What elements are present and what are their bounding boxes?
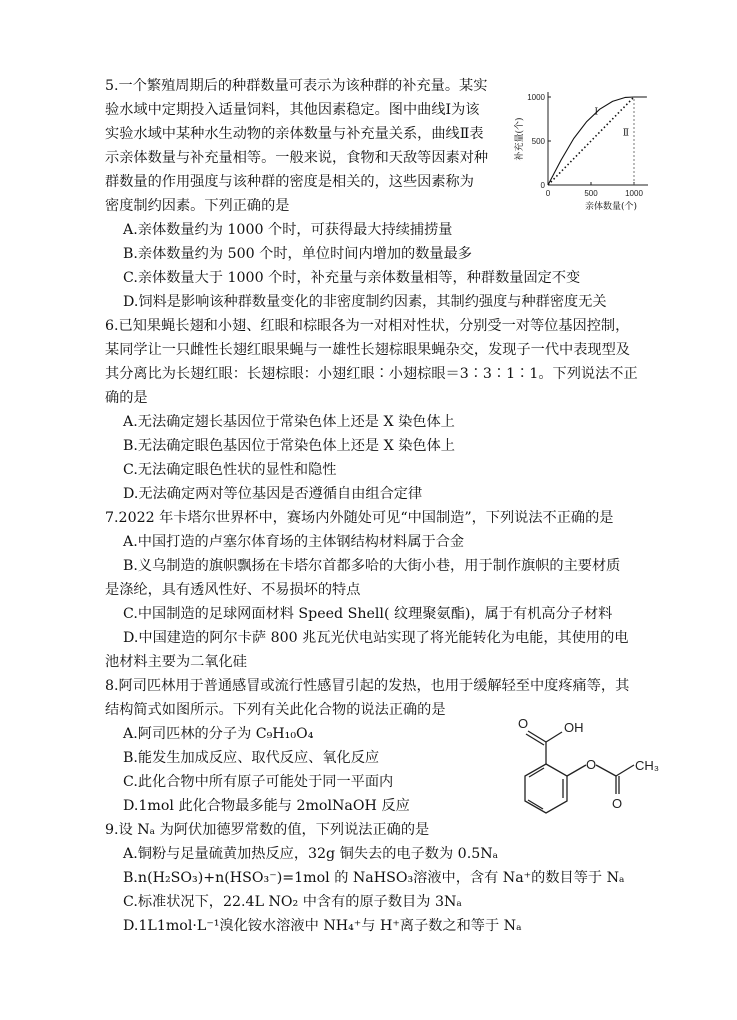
q5-stem-line-2: 验水域中定期投入适量饲料，其他因素稳定。图中曲线Ⅰ为该 <box>105 102 480 118</box>
q5-stem-line-6: 密度制约因素。下列正确的是 <box>105 198 290 214</box>
q5-option-b: B.亲体数量约为 500 个时，单位时间内增加的数量最多 <box>123 246 472 262</box>
q5-option-a: A.亲体数量约为 1000 个时，可获得最大持续捕捞量 <box>123 222 453 238</box>
q6-option-a: A.无法确定翅长基因位于常染色体上还是 X 染色体上 <box>123 414 455 430</box>
q5-stem-line-1: 5.一个繁殖周期后的种群数量可表示为该种群的补充量。某实 <box>105 78 488 94</box>
q6-option-c: C.无法确定眼色性状的显性和隐性 <box>123 462 337 478</box>
carbonyl-o-label-2: O <box>612 796 623 811</box>
q6-option-b: B.无法确定眼色基因位于常染色体上还是 X 染色体上 <box>123 438 455 454</box>
q8-option-b: B.能发生加成反应、取代反应、氧化反应 <box>123 750 380 766</box>
q8-stem-line-1: 8.阿司匹林用于普通感冒或流行性感冒引起的发热，也用于缓解轻至中度疼痛等，其 <box>105 678 630 694</box>
q5-option-d: D.饲料是影响该种群数量变化的非密度制约因素，其制约强度与种群密度无关 <box>123 294 607 310</box>
q7-option-d-line-1: D.中国建造的阿尔卡萨 800 兆瓦光伏电站实现了将光能转化为电能，其使用的电 <box>123 630 629 646</box>
q5-option-c: C.亲体数量大于 1000 个时，补充量与亲体数量相等，种群数量固定不变 <box>123 270 581 286</box>
q7-stem: 7.2022 年卡塔尔世界杯中，赛场内外随处可见“中国制造”，下列说法不正确的是 <box>105 510 614 526</box>
x-tick-label: 500 <box>584 189 598 198</box>
y-tick-label: 500 <box>531 137 545 146</box>
q6-stem-line-3: 其分离比为长翅红眼：长翅棕眼：小翅红眼∶小翅棕眼＝3∶3∶1∶1。下列说法不正 <box>105 366 638 382</box>
series-label-1: Ⅰ <box>594 107 599 118</box>
chart-text <box>513 93 643 212</box>
q5-stem-line-4: 示亲体数量与补充量相等。一般来说，食物和天敌等因素对种 <box>105 150 489 166</box>
x-axis-label: 亲体数量(个) <box>584 202 638 212</box>
q9-option-c: C.标准状况下，22.4L NO₂ 中含有的原子数目为 3Nₐ <box>123 894 462 910</box>
oh-label: OH <box>564 720 584 735</box>
carbonyl-o-label-1: O <box>518 716 529 731</box>
population-chart <box>508 84 688 214</box>
chart-axes <box>548 92 648 185</box>
q8-option-a: A.阿司匹林的分子为 C₉H₁₀O₄ <box>123 726 314 742</box>
q8-stem-line-2: 结构简式如图所示。下列有关此化合物的说法正确的是 <box>105 702 446 718</box>
q6-stem-line-1: 6.已知果蝇长翅和小翅、红眼和棕眼各为一对相对性状，分别受一对等位基因控制， <box>105 318 630 334</box>
q6-stem-line-4: 确的是 <box>105 390 148 406</box>
series-line-2 <box>548 97 634 185</box>
q7-option-b-line-2: 是涤纶，具有透风性好、不易损坏的特点 <box>105 582 361 598</box>
y-tick-label: 0 <box>540 181 545 190</box>
q5-stem-line-3: 实验水域中某种水生动物的亲体数量与补充量关系，曲线Ⅱ表 <box>105 126 484 142</box>
y-axis-label: 补充量(个) <box>515 117 525 161</box>
q7-option-c: C.中国制造的足球网面材料 Speed Shell( 纹理聚氨酯)，属于有机高分子材料 <box>123 606 613 622</box>
x-tick-label: 1000 <box>625 189 643 198</box>
q9-option-d: D.1L1mol·L⁻¹溴化铵水溶液中 NH₄⁺与 H⁺离子数之和等于 Nₐ <box>123 918 522 934</box>
q6-stem-line-2: 某同学让一只雌性长翅红眼果蝇与一雄性长翅棕眼果蝇杂交，发现子一代中表现型及 <box>105 342 630 358</box>
ester-o-label: O <box>586 757 597 772</box>
x-tick-label: 0 <box>545 189 551 198</box>
series-label-2: Ⅱ <box>622 128 629 139</box>
q7-option-d-line-2: 池材料主要为二氧化硅 <box>105 654 247 670</box>
q7-option-a: A.中国打造的卢塞尔体育场的主体钢结构材料属于合金 <box>123 534 465 550</box>
q9-option-b: B.n(H₂SO₃)+n(HSO₃⁻)=1mol 的 NaHSO₃溶液中，含有 Na⁺的数目等于 Nₐ <box>123 870 625 886</box>
q8-option-c: C.此化合物中所有原子可能处于同一平面内 <box>123 774 394 790</box>
q6-option-d: D.无法确定两对等位基因是否遵循自由组合定律 <box>123 486 423 502</box>
q7-option-b-line-1: B.义乌制造的旗帜飘扬在卡塔尔首都多哈的大街小巷，用于制作旗帜的主要材质 <box>123 558 621 574</box>
aspirin-structure-diagram <box>508 706 693 841</box>
q9-option-a: A.铜粉与足量硫黄加热反应，32g 铜失去的电子数为 0.5Nₐ <box>123 846 499 862</box>
y-tick-label: 1000 <box>527 93 545 102</box>
q9-stem: 9.设 Nₐ 为阿伏加德罗常数的值，下列说法正确的是 <box>105 822 430 838</box>
q5-stem-line-5: 群数量的作用强度与该种群的密度是相关的，这些因素称为 <box>105 174 474 190</box>
ch3-label: CH₃ <box>635 758 660 773</box>
q8-option-d: D.1mol 此化合物最多能与 2molNaOH 反应 <box>123 798 410 814</box>
